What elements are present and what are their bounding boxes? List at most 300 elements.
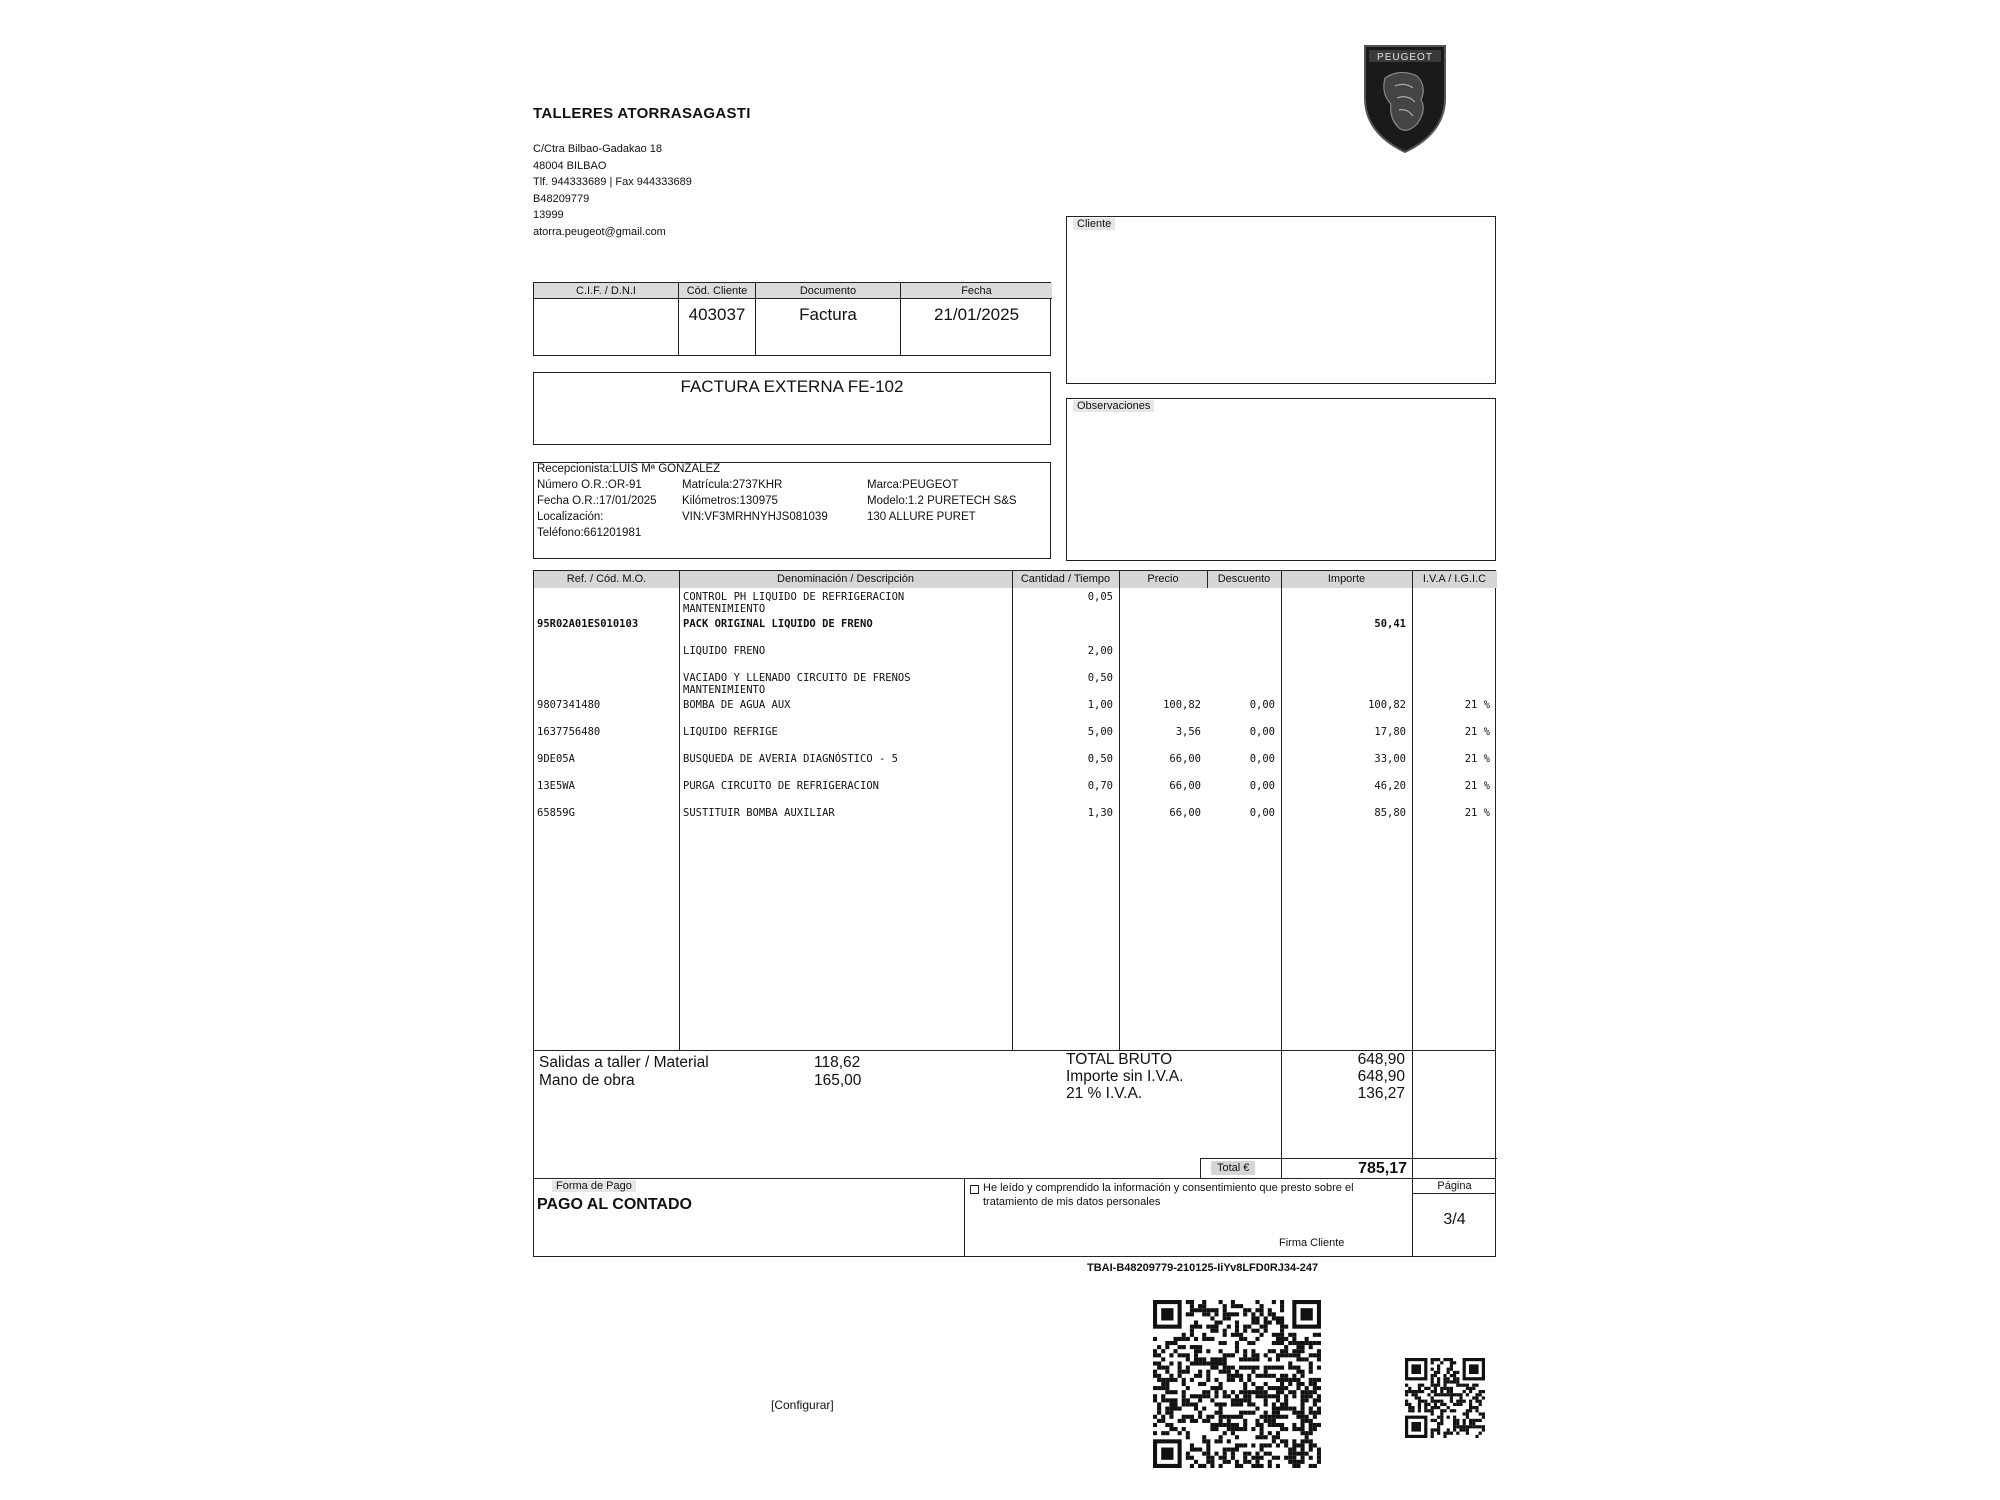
qr-module	[1182, 1394, 1186, 1398]
qr-module	[1235, 1325, 1239, 1329]
document-type-header: Documento	[756, 283, 900, 299]
qr-module	[1153, 1361, 1157, 1365]
qr-module	[1453, 1428, 1456, 1431]
qr-module	[1223, 1308, 1227, 1312]
qr-module	[1206, 1374, 1210, 1378]
qr-module	[1202, 1304, 1206, 1308]
qr-module	[1153, 1415, 1157, 1419]
company-city-line: 48004 BILBAO	[533, 159, 607, 172]
qr-module	[1239, 1427, 1243, 1431]
qr-module	[1418, 1406, 1421, 1409]
table-row	[534, 726, 1495, 753]
qr-module	[1239, 1366, 1243, 1370]
qr-module	[1317, 1366, 1321, 1370]
qr-module	[1418, 1409, 1421, 1412]
qr-module	[1198, 1411, 1202, 1415]
qr-module	[1157, 1345, 1161, 1349]
company-email-line: atorra.peugeot@gmail.com	[533, 225, 666, 238]
item-quantity: 2,00	[1087, 645, 1113, 657]
qr-module	[1268, 1452, 1272, 1456]
qr-module	[1153, 1353, 1157, 1357]
qr-module	[1440, 1361, 1443, 1364]
qr-module	[1434, 1400, 1437, 1403]
column-divider	[1207, 571, 1208, 588]
qr-module	[1292, 1333, 1296, 1337]
qr-module	[1431, 1380, 1434, 1383]
qr-module	[1309, 1423, 1313, 1427]
qr-module	[1186, 1431, 1190, 1435]
qr-module	[1440, 1416, 1443, 1419]
tbai-qr-code-icon	[1153, 1300, 1321, 1468]
qr-module	[1415, 1396, 1418, 1399]
qr-module	[1479, 1400, 1482, 1403]
qr-module	[1317, 1333, 1321, 1337]
qr-module	[1243, 1353, 1247, 1357]
qr-module	[1198, 1345, 1202, 1349]
qr-module	[1260, 1464, 1264, 1468]
qr-module	[1443, 1387, 1446, 1390]
date-header: Fecha	[901, 283, 1052, 299]
qr-module	[1260, 1333, 1264, 1337]
item-quantity: 0,50	[1087, 753, 1113, 765]
qr-module	[1178, 1407, 1182, 1411]
qr-module	[1284, 1337, 1288, 1341]
qr-module	[1243, 1423, 1247, 1427]
qr-module	[1440, 1422, 1443, 1425]
qr-module	[1206, 1337, 1210, 1341]
qr-module	[1264, 1419, 1268, 1423]
qr-module	[1280, 1423, 1284, 1427]
qr-module	[1235, 1415, 1239, 1419]
qr-module	[1284, 1349, 1288, 1353]
qr-module	[1276, 1390, 1280, 1394]
qr-module	[1206, 1390, 1210, 1394]
qr-module	[1231, 1390, 1235, 1394]
qr-module	[1434, 1384, 1437, 1387]
qr-module	[1313, 1464, 1317, 1468]
qr-module	[1227, 1423, 1231, 1427]
qr-module	[1305, 1357, 1309, 1361]
qr-module	[1268, 1308, 1272, 1312]
qr-module	[1268, 1394, 1272, 1398]
qr-module	[1157, 1378, 1161, 1382]
qr-module	[1313, 1402, 1317, 1406]
qr-module	[1190, 1312, 1194, 1316]
table-row	[534, 807, 1495, 834]
qr-module	[1223, 1415, 1227, 1419]
qr-module	[1447, 1432, 1450, 1435]
qr-module	[1309, 1431, 1313, 1435]
qr-module	[1284, 1398, 1288, 1402]
qr-module	[1309, 1419, 1313, 1423]
qr-module	[1437, 1432, 1440, 1435]
qr-module	[1173, 1378, 1177, 1382]
qr-module	[1260, 1448, 1264, 1452]
qr-module	[1235, 1460, 1239, 1464]
qr-module	[1313, 1411, 1317, 1415]
qr-module	[1288, 1341, 1292, 1345]
qr-module	[1231, 1300, 1235, 1304]
configure-link[interactable]: [Configurar]	[771, 1398, 834, 1412]
qr-module	[1437, 1368, 1440, 1371]
qr-module	[1194, 1407, 1198, 1411]
qr-finder-pattern	[1301, 1308, 1313, 1320]
qr-module	[1469, 1409, 1472, 1412]
qr-module	[1157, 1419, 1161, 1423]
qr-module	[1317, 1394, 1321, 1398]
item-description: BOMBA DE AGUA AUX	[683, 699, 791, 711]
qr-module	[1202, 1357, 1206, 1361]
qr-module	[1231, 1402, 1235, 1406]
order-date: Fecha O.R.:17/01/2025	[537, 495, 657, 507]
qr-module	[1475, 1384, 1478, 1387]
qr-module	[1255, 1316, 1259, 1320]
qr-module	[1301, 1411, 1305, 1415]
qr-module	[1317, 1378, 1321, 1382]
qr-module	[1431, 1358, 1434, 1361]
qr-module	[1466, 1412, 1469, 1415]
qr-module	[1411, 1409, 1414, 1412]
item-price: 3,56	[1175, 726, 1201, 738]
qr-module	[1227, 1312, 1231, 1316]
qr-module	[1288, 1378, 1292, 1382]
qr-module	[1456, 1425, 1459, 1428]
qr-module	[1239, 1443, 1243, 1447]
qr-module	[1161, 1415, 1165, 1419]
grand-total-label: Total €	[1211, 1161, 1255, 1175]
qr-module	[1190, 1419, 1194, 1423]
qr-module	[1260, 1304, 1264, 1308]
qr-module	[1469, 1406, 1472, 1409]
qr-module	[1161, 1431, 1165, 1435]
qr-module	[1219, 1419, 1223, 1423]
qr-module	[1255, 1394, 1259, 1398]
qr-module	[1466, 1393, 1469, 1396]
qr-module	[1153, 1386, 1157, 1390]
qr-module	[1247, 1394, 1251, 1398]
mileage: Kilómetros:130975	[682, 495, 778, 507]
totals-section	[533, 1051, 1496, 1179]
qr-module	[1243, 1427, 1247, 1431]
qr-module	[1296, 1386, 1300, 1390]
qr-module	[1317, 1411, 1321, 1415]
header-vat: I.V.A / I.G.I.C	[1412, 571, 1497, 588]
qr-module	[1434, 1419, 1437, 1422]
qr-module	[1427, 1387, 1430, 1390]
qr-module	[1447, 1371, 1450, 1374]
qr-module	[1296, 1411, 1300, 1415]
qr-module	[1450, 1432, 1453, 1435]
item-discount: 0,00	[1249, 780, 1275, 792]
secondary-qr-code-icon	[1405, 1358, 1485, 1438]
qr-module	[1418, 1384, 1421, 1387]
qr-module	[1206, 1361, 1210, 1365]
qr-module	[1202, 1337, 1206, 1341]
qr-module	[1247, 1378, 1251, 1382]
qr-module	[1178, 1370, 1182, 1374]
qr-finder-pattern	[1411, 1364, 1421, 1374]
observaciones-box	[1066, 398, 1496, 561]
item-amount: 100,82	[1368, 699, 1406, 711]
qr-module	[1251, 1464, 1255, 1468]
qr-module	[1440, 1390, 1443, 1393]
qr-module	[1157, 1411, 1161, 1415]
qr-module	[1178, 1353, 1182, 1357]
qr-module	[1475, 1409, 1478, 1412]
qr-module	[1255, 1353, 1259, 1357]
qr-module	[1223, 1448, 1227, 1452]
qr-module	[1284, 1427, 1288, 1431]
qr-module	[1178, 1419, 1182, 1423]
qr-module	[1276, 1337, 1280, 1341]
qr-module	[1178, 1361, 1182, 1365]
labor-value: 165,00	[814, 1072, 862, 1089]
qr-module	[1272, 1312, 1276, 1316]
qr-module	[1227, 1394, 1231, 1398]
qr-module	[1482, 1396, 1485, 1399]
qr-module	[1190, 1464, 1194, 1468]
qr-module	[1292, 1443, 1296, 1447]
model: Modelo:1.2 PURETECH S&S	[867, 495, 1017, 507]
qr-module	[1408, 1387, 1411, 1390]
qr-module	[1219, 1415, 1223, 1419]
qr-module	[1272, 1316, 1276, 1320]
qr-module	[1251, 1411, 1255, 1415]
qr-module	[1424, 1387, 1427, 1390]
qr-module	[1301, 1349, 1305, 1353]
qr-module	[1255, 1300, 1259, 1304]
qr-module	[1255, 1320, 1259, 1324]
qr-module	[1280, 1325, 1284, 1329]
qr-module	[1198, 1349, 1202, 1353]
qr-module	[1194, 1308, 1198, 1312]
qr-module	[1296, 1353, 1300, 1357]
qr-module	[1165, 1370, 1169, 1374]
qr-module	[1243, 1325, 1247, 1329]
document-info-table	[533, 282, 1051, 356]
qr-module	[1447, 1368, 1450, 1371]
qr-module	[1223, 1423, 1227, 1427]
qr-module	[1431, 1406, 1434, 1409]
qr-module	[1247, 1374, 1251, 1378]
qr-module	[1434, 1374, 1437, 1377]
qr-module	[1231, 1431, 1235, 1435]
qr-module	[1223, 1456, 1227, 1460]
qr-module	[1456, 1384, 1459, 1387]
qr-module	[1284, 1439, 1288, 1443]
qr-module	[1264, 1390, 1268, 1394]
workshop-materials-value: 118,62	[814, 1054, 861, 1071]
qr-module	[1459, 1425, 1462, 1428]
qr-module	[1251, 1443, 1255, 1447]
qr-module	[1313, 1398, 1317, 1402]
qr-module	[1450, 1361, 1453, 1364]
qr-module	[1186, 1366, 1190, 1370]
qr-module	[1292, 1353, 1296, 1357]
qr-module	[1251, 1382, 1255, 1386]
qr-module	[1169, 1374, 1173, 1378]
qr-module	[1165, 1407, 1169, 1411]
qr-module	[1206, 1370, 1210, 1374]
qr-module	[1161, 1419, 1165, 1423]
peugeot-logo-icon	[1355, 38, 1455, 156]
qr-module	[1411, 1406, 1414, 1409]
qr-module	[1280, 1378, 1284, 1382]
qr-module	[1408, 1403, 1411, 1406]
qr-module	[1280, 1390, 1284, 1394]
item-description: LIQUIDO FRENO	[683, 645, 766, 657]
qr-module	[1434, 1403, 1437, 1406]
qr-module	[1268, 1349, 1272, 1353]
qr-module	[1280, 1382, 1284, 1386]
qr-module	[1305, 1435, 1309, 1439]
qr-module	[1165, 1411, 1169, 1415]
qr-module	[1173, 1398, 1177, 1402]
gross-total-value: 648,90	[1357, 1051, 1405, 1068]
qr-module	[1296, 1370, 1300, 1374]
qr-module	[1292, 1448, 1296, 1452]
qr-module	[1264, 1398, 1268, 1402]
item-discount: 0,00	[1249, 753, 1275, 765]
qr-module	[1255, 1308, 1259, 1312]
qr-module	[1214, 1390, 1218, 1394]
consent-checkbox[interactable]	[970, 1181, 984, 1195]
qr-module	[1161, 1382, 1165, 1386]
qr-module	[1202, 1308, 1206, 1312]
cliente-box	[1066, 216, 1496, 384]
qr-module	[1288, 1407, 1292, 1411]
qr-module	[1301, 1398, 1305, 1402]
qr-module	[1466, 1384, 1469, 1387]
qr-module	[1202, 1419, 1206, 1423]
qr-module	[1280, 1374, 1284, 1378]
qr-module	[1482, 1428, 1485, 1431]
item-ref: 1637756480	[537, 726, 601, 738]
qr-module	[1305, 1341, 1309, 1345]
qr-module	[1459, 1428, 1462, 1431]
qr-module	[1440, 1387, 1443, 1390]
qr-module	[1296, 1460, 1300, 1464]
qr-module	[1431, 1400, 1434, 1403]
qr-module	[1251, 1366, 1255, 1370]
net-amount-value: 648,90	[1357, 1068, 1405, 1085]
qr-module	[1469, 1387, 1472, 1390]
qr-module	[1280, 1308, 1284, 1312]
qr-module	[1268, 1443, 1272, 1447]
qr-module	[1235, 1443, 1239, 1447]
qr-module	[1463, 1412, 1466, 1415]
qr-module	[1194, 1374, 1198, 1378]
grand-total-value: 785,17	[1358, 1160, 1407, 1177]
qr-module	[1231, 1398, 1235, 1402]
qr-module	[1202, 1452, 1206, 1456]
qr-module	[1466, 1428, 1469, 1431]
qr-module	[1280, 1349, 1284, 1353]
qr-module	[1243, 1460, 1247, 1464]
qr-module	[1437, 1400, 1440, 1403]
qr-module	[1243, 1349, 1247, 1353]
qr-module	[1206, 1456, 1210, 1460]
qr-module	[1443, 1403, 1446, 1406]
company-cif-line: B48209779	[533, 192, 590, 205]
qr-module	[1214, 1361, 1218, 1365]
qr-module	[1227, 1439, 1231, 1443]
qr-module	[1472, 1387, 1475, 1390]
header-description: Denominación / Descripción	[679, 571, 1012, 588]
header-discount: Descuento	[1207, 571, 1281, 588]
qr-module	[1475, 1419, 1478, 1422]
qr-module	[1198, 1394, 1202, 1398]
qr-module	[1472, 1419, 1475, 1422]
qr-module	[1418, 1403, 1421, 1406]
qr-module	[1317, 1452, 1321, 1456]
qr-module	[1190, 1378, 1194, 1382]
qr-module	[1292, 1390, 1296, 1394]
qr-module	[1214, 1329, 1218, 1333]
qr-module	[1210, 1456, 1214, 1460]
qr-module	[1186, 1435, 1190, 1439]
qr-module	[1169, 1353, 1173, 1357]
item-ref: 9DE05A	[537, 753, 575, 765]
qr-module	[1206, 1452, 1210, 1456]
qr-module	[1169, 1411, 1173, 1415]
qr-module	[1214, 1394, 1218, 1398]
qr-module	[1165, 1345, 1169, 1349]
qr-module	[1223, 1431, 1227, 1435]
qr-module	[1210, 1316, 1214, 1320]
qr-module	[1288, 1382, 1292, 1386]
qr-module	[1182, 1353, 1186, 1357]
qr-module	[1463, 1384, 1466, 1387]
qr-module	[1235, 1427, 1239, 1431]
qr-module	[1214, 1402, 1218, 1406]
item-amount: 85,80	[1374, 807, 1406, 819]
qr-module	[1255, 1386, 1259, 1390]
qr-module	[1235, 1312, 1239, 1316]
qr-module	[1305, 1390, 1309, 1394]
qr-module	[1194, 1345, 1198, 1349]
location: Localización:	[537, 511, 604, 523]
qr-module	[1182, 1402, 1186, 1406]
qr-module	[1243, 1357, 1247, 1361]
item-price: 66,00	[1169, 807, 1201, 819]
client-code-column	[679, 283, 756, 355]
qr-module	[1475, 1425, 1478, 1428]
qr-module	[1309, 1353, 1313, 1357]
qr-module	[1223, 1353, 1227, 1357]
qr-module	[1288, 1452, 1292, 1456]
qr-module	[1472, 1425, 1475, 1428]
qr-module	[1466, 1416, 1469, 1419]
qr-module	[1214, 1325, 1218, 1329]
qr-module	[1214, 1411, 1218, 1415]
qr-module	[1223, 1333, 1227, 1337]
qr-module	[1169, 1398, 1173, 1402]
qr-module	[1153, 1370, 1157, 1374]
vat-value: 136,27	[1357, 1085, 1405, 1102]
qr-module	[1450, 1396, 1453, 1399]
qr-module	[1239, 1390, 1243, 1394]
qr-module	[1173, 1349, 1177, 1353]
qr-module	[1447, 1406, 1450, 1409]
qr-module	[1157, 1402, 1161, 1406]
qr-module	[1219, 1341, 1223, 1345]
qr-module	[1434, 1428, 1437, 1431]
qr-module	[1153, 1423, 1157, 1427]
qr-module	[1186, 1312, 1190, 1316]
qr-module	[1182, 1427, 1186, 1431]
qr-module	[1219, 1320, 1223, 1324]
